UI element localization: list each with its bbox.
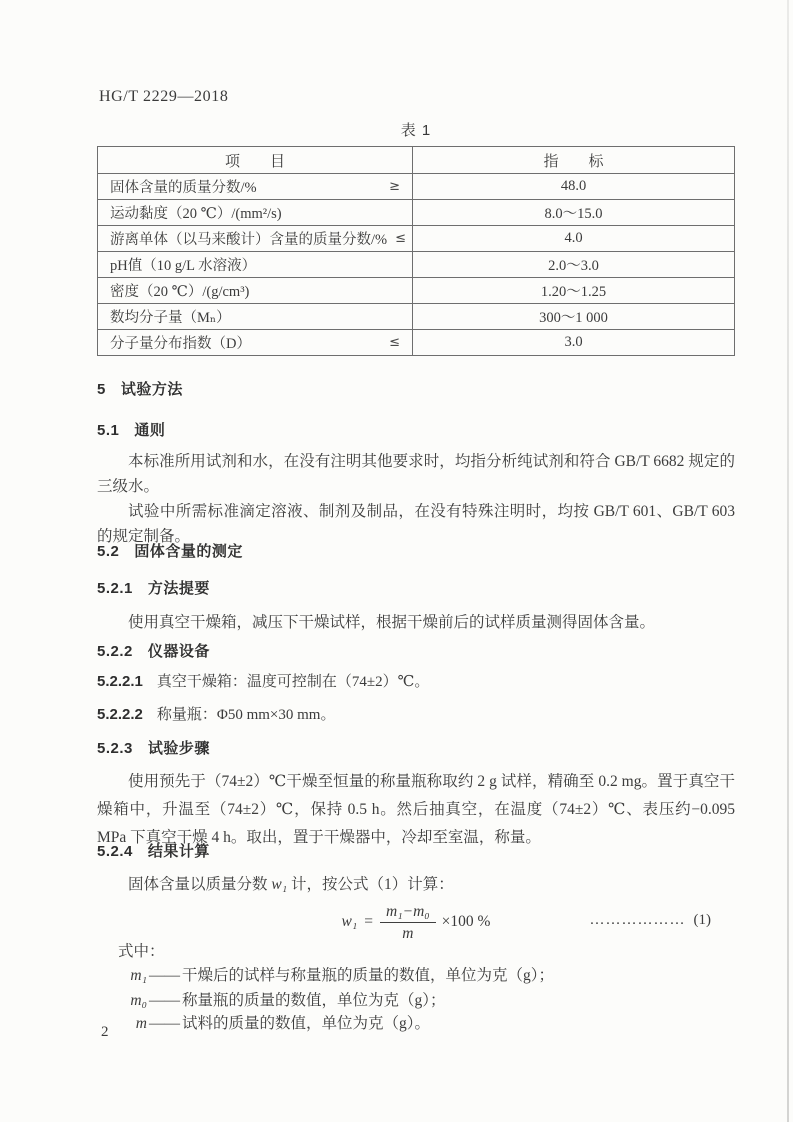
paragraph-5-2-1 [97,610,735,635]
section-heading-5-1 [97,421,165,441]
definition-dash: —— [149,967,180,984]
table-row [98,278,735,304]
spec-value: 300～1 000 [413,304,735,330]
table-row [98,252,735,278]
paragraph-5-2-3 [97,768,735,852]
relation-symbol: ≥ [389,179,400,194]
definition-symbol: m₀ [130,992,147,1009]
formula-intro-pre: 固体含量以质量分数 [128,876,272,893]
fraction [380,903,436,942]
formula-label: (1) [693,912,711,928]
paragraph-text: 本标准所用试剂和水，在没有注明其他要求时，均指分析纯试剂和符合 GB/T 6682 规定的三级水。 [97,453,735,495]
definition-dash: —— [149,1015,180,1032]
definition-m1 [115,963,554,985]
variable-w1: w₁ [271,876,288,893]
spec-item-label: 数均分子量（Mₙ） [110,310,231,326]
definition-text: 试料的质量的数值，单位为克（g）。 [182,1015,431,1032]
section-number: 5.2.4 [97,843,133,860]
spec-value: 1.20～1.25 [413,278,735,304]
section-title: 仪器设备 [147,643,210,660]
section-number: 5 [97,381,106,398]
section-title: 方法提要 [147,580,210,597]
spec-value: 4.0 [413,226,735,252]
formula-reference [590,912,712,929]
page-number: 2 [101,1024,109,1040]
section-heading-5-2-4 [97,842,210,862]
table-row [98,174,735,200]
fraction-denominator: m [402,924,414,942]
table-row [98,304,735,330]
table-caption: 表 1 [400,122,432,139]
spec-item-label: pH值（10 g/L 水溶液） [110,258,257,274]
spec-value: 48.0 [413,174,735,200]
section-number: 5.2.2 [97,643,133,660]
section-heading-5-2-1 [97,579,210,599]
paragraph-text: 使用真空干燥箱，减压下干燥试样，根据干燥前后的试样质量测得固体含量。 [128,614,656,631]
standard-number: HG/T 2229—2018 [99,88,229,105]
clause-number: 5.2.2.2 [97,706,143,723]
section-number: 5.2.1 [97,580,133,597]
section-heading-5 [97,380,183,400]
formula-dots: ……………… [589,912,686,928]
spec-table [97,146,735,356]
section-title: 结果计算 [147,843,210,860]
section-number: 5.1 [97,422,120,439]
spec-item-label: 分子量分布指数（D） [110,336,251,352]
table-row [98,226,735,252]
scan-edge-artifact [787,0,789,1122]
paragraph-text: 试验中所需标准滴定溶液、制剂及制品，在没有特殊注明时，均按 GB/T 601、GB/T 603 的规定制备。 [97,503,735,545]
table-row [98,330,735,356]
definition-dash: —— [149,992,180,1009]
section-heading-5-2 [97,542,243,562]
table-row [98,200,735,226]
clause-text: 真空干燥箱：温度可控制在（74±2）℃。 [156,674,430,690]
section-number: 5.2.3 [97,740,133,757]
formula-lhs: w₁ [341,913,358,930]
page-content [97,0,735,1122]
fraction-numerator: m₁−m₀ [380,903,436,923]
where-intro: 式中： [118,943,165,960]
clause-5-2-2-2 [97,705,335,725]
section-title: 试验步骤 [147,740,210,757]
section-heading-5-2-3 [97,739,210,759]
definition-text: 称量瓶的质量的数值，单位为克（g）； [182,992,446,1009]
section-title: 固体含量的测定 [134,543,243,560]
section-heading-5-2-2 [97,642,210,662]
spec-item-label: 固体含量的质量分数/% [110,180,257,196]
section-number: 5.2 [97,543,120,560]
definition-text: 干燥后的试样与称量瓶的质量的数值，单位为克（g）； [182,967,555,984]
clause-text: 称量瓶：Φ50 mm×30 mm。 [156,707,336,723]
table-header-item: 项 目 [98,147,413,174]
spec-item-label: 游离单体（以马来酸计）含量的质量分数/% [110,232,388,248]
clause-5-2-2-1 [97,672,429,692]
table-header-value: 指 标 [413,147,735,174]
spec-value: 3.0 [413,330,735,356]
paragraph-text: 使用预先于（74±2）℃干燥至恒量的称量瓶称取约 2 g 试样，精确至 0.2 mg。置于真空干燥箱中，升温至（74±2）℃，保持 0.5 h。然后抽真空，在温度（74±2）℃、表压约−0.095 MPa 下真空干燥 4 h。取出，置于干燥器中，冷却至室温，称量。 [97,773,735,846]
definition-m [115,1011,430,1033]
clause-number: 5.2.2.1 [97,673,143,690]
paragraph-5-1 [97,449,735,549]
definition-symbol: m₁ [130,967,147,984]
spec-value: 8.0～15.0 [413,200,735,226]
definition-m0 [115,988,446,1010]
section-title: 通则 [134,422,166,439]
formula-intro-post: 计，按公式（1）计算： [287,876,454,893]
spec-item-label: 运动黏度（20 ℃）/(mm²/s) [110,206,282,222]
section-title: 试验方法 [120,381,183,398]
formula-multiplier: ×100 % [441,913,491,930]
definition-symbol: m [135,1015,147,1032]
relation-symbol: ≤ [389,335,400,350]
equals-sign: = [364,913,374,930]
spec-value: 2.0～3.0 [413,252,735,278]
formula-intro [97,872,735,898]
spec-item-label: 密度（20 ℃）/(g/cm³) [110,284,250,300]
relation-symbol: ≤ [395,231,407,246]
table-header-row [98,147,735,174]
